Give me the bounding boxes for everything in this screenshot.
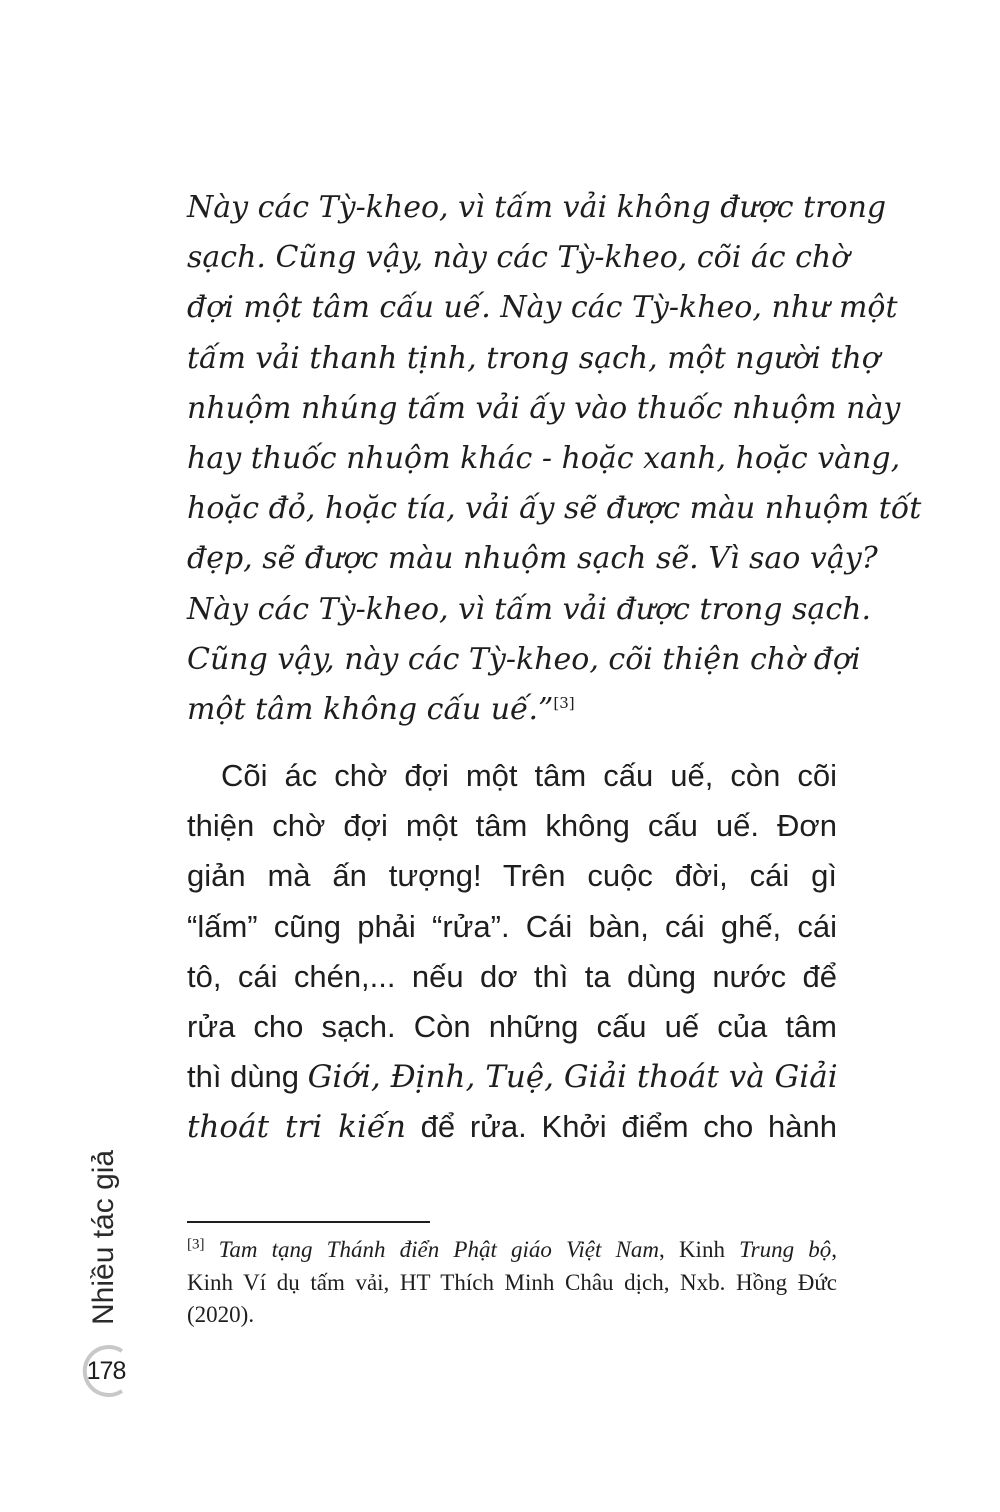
- quote-line: hay thuốc nhuộm khác - hoặc xanh, hoặc vàng,: [187, 441, 901, 477]
- body-line-8: [187, 1102, 837, 1152]
- body-text-segment: để rửa. Khởi điểm cho hành: [405, 1109, 837, 1145]
- footnote-line-3: (2020).: [187, 1302, 255, 1327]
- footnote-line-2: Kinh Ví dụ tấm vải, HT Thích Minh Châu dịch, Nxb. Hồng Đức: [187, 1269, 837, 1295]
- body-line: thiện chờ đợi một tâm không cấu uế. Đơn: [187, 808, 837, 844]
- footnote: [187, 1234, 837, 1332]
- source-section: Trung bộ: [739, 1237, 832, 1262]
- footnote-line-1: [187, 1234, 837, 1267]
- quote-line: đẹp, sẽ được màu nhuộm sạch sẽ. Vì sao vậy?: [187, 541, 878, 577]
- body-line: Cõi ác chờ đợi một tâm cấu uế, còn cõi: [221, 758, 837, 793]
- quoted-passage: [187, 183, 922, 735]
- footnote-reference: [3]: [553, 694, 575, 713]
- footnote-marker: [3]: [187, 1236, 205, 1253]
- body-line: giản mà ấn tượng! Trên cuộc đời, cái gì: [187, 858, 837, 894]
- body-text-segment: thì dùng: [187, 1059, 308, 1095]
- emphasized-terms: thoát tri kiến: [187, 1109, 406, 1146]
- page-number: 178: [86, 1357, 126, 1385]
- body-line: “lấm” cũng phải “rửa”. Cái bàn, cái ghế, cái: [187, 908, 837, 944]
- footnote-text: , Kinh: [659, 1237, 740, 1262]
- quote-line: Cũng vậy, này các Tỳ-kheo, cõi thiện chờ đợi: [187, 641, 861, 677]
- body-line-7: [187, 1052, 837, 1102]
- quote-line: sạch. Cũng vậy, này các Tỳ-kheo, cõi ác chờ: [187, 240, 850, 276]
- source-title: Tam tạng Thánh điển Phật giáo Việt Nam: [218, 1237, 660, 1262]
- quote-line: đợi một tâm cấu uế. Này các Tỳ-kheo, như một: [187, 290, 898, 326]
- emphasized-terms: Giới, Định, Tuệ, Giải thoát và Giải: [307, 1059, 838, 1096]
- quote-line: Này các Tỳ-kheo, vì tấm vải được trong sạch.: [187, 591, 871, 627]
- quote-line: Này các Tỳ-kheo, vì tấm vải không được trong: [187, 190, 887, 225]
- quote-line: nhuộm nhúng tấm vải ấy vào thuốc nhuộm này: [187, 390, 901, 426]
- body-paragraph: [187, 751, 837, 1153]
- quote-line: tấm vải thanh tịnh, trong sạch, một người thợ: [187, 340, 880, 376]
- footnote-separator: [187, 1221, 430, 1223]
- quote-line: một tâm không cấu uế.”: [187, 692, 554, 728]
- quote-line: hoặc đỏ, hoặc tía, vải ấy sẽ được màu nhuộm tốt: [187, 491, 922, 527]
- page-number-badge: [78, 1343, 134, 1399]
- body-line: tô, cái chén,... nếu dơ thì ta dùng nước để: [187, 958, 837, 994]
- quote-last-line: [187, 685, 837, 735]
- author-running-head: Nhiều tác giả: [87, 1149, 120, 1325]
- body-line: rửa cho sạch. Còn những cấu uế của tâm: [187, 1009, 837, 1045]
- footnote-text: ,: [831, 1237, 838, 1262]
